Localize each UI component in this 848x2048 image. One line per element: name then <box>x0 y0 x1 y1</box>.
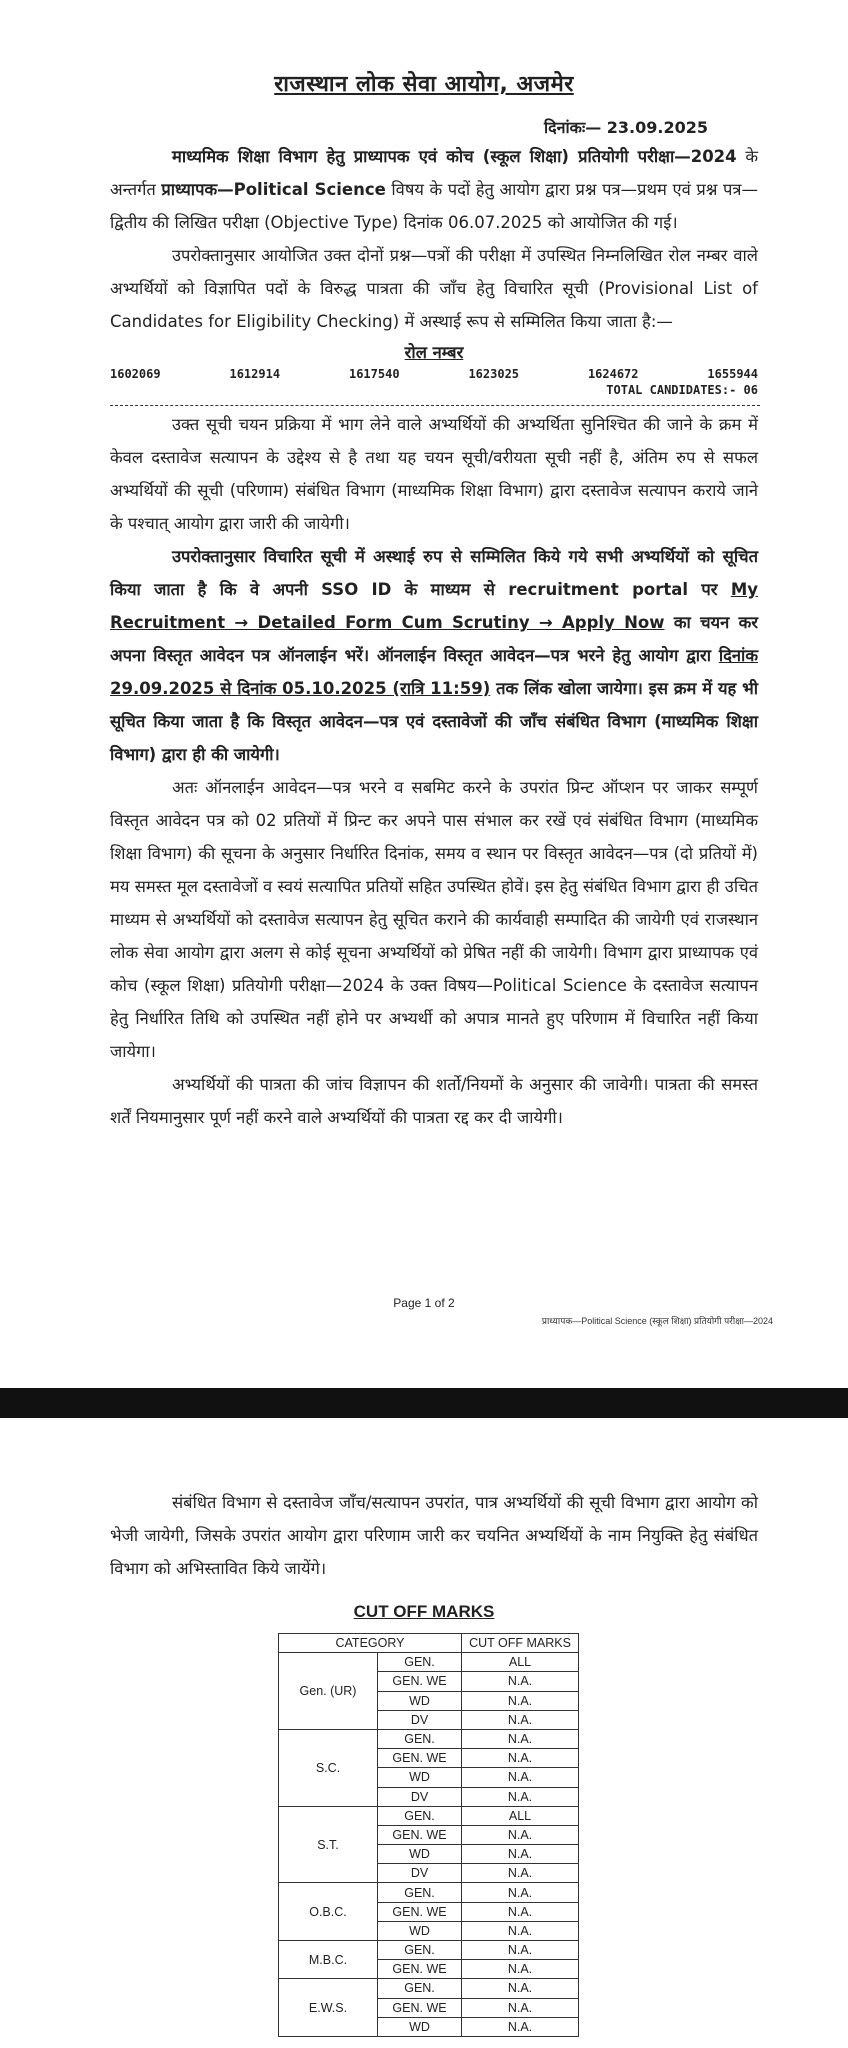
dashed-divider <box>110 405 760 406</box>
subcategory-cell: GEN. WE <box>378 1902 462 1921</box>
category-cell: O.B.C. <box>279 1883 378 1941</box>
subcategory-cell: GEN. WE <box>378 1825 462 1844</box>
page-footer: प्राध्यापक—Political Science (स्कूल शिक्षा) प्रतियोगी परीक्षा—2024 <box>541 1316 773 1326</box>
cut-off-cell: N.A. <box>462 1691 579 1710</box>
page-2-paragraph: संबंधित विभाग से दस्तावेज जाँच/सत्यापन उपरांत, पात्र अभ्यर्थियों की सूची विभाग द्वारा आयोग को भेजी जायेगी, जिसके उपरांत आयोग द्वारा परिणाम जारी कर चयनित अभ्यर्थियों के नाम नियुक्ति हेतु संबंधित विभाग को अभिस्तावित किये जायेंगे। <box>110 1493 758 1578</box>
subcategory-cell: WD <box>378 2017 462 2036</box>
roll-number: 1612914 <box>229 367 281 381</box>
subcategory-cell: GEN. <box>378 1883 462 1902</box>
roll-number-heading: रोल नम्बर <box>404 343 464 362</box>
cut-off-cell: N.A. <box>462 1749 579 1768</box>
cut-off-cell: N.A. <box>462 1864 579 1883</box>
roll-number: 1602069 <box>110 367 161 381</box>
category-header: CATEGORY <box>279 1634 462 1653</box>
link-dates: दिनांक 29.09.2025 से दिनांक 05.10.2025 (रात्रि 11:59) <box>110 646 758 698</box>
subcategory-cell: WD <box>378 1768 462 1787</box>
p4-text: उपरोक्तानुसार विचारित सूची में अस्थाई रुप से सम्मिलित किये गये सभी अभ्यर्थियों को सूचित किया जाता है कि वे अपनी SSO ID के माध्यम से recruitment portal पर <box>110 547 758 599</box>
page-number: Page 1 of 2 <box>393 1296 455 1310</box>
subcategory-cell: GEN. WE <box>378 1998 462 2017</box>
category-cell: Gen. (UR) <box>279 1653 378 1730</box>
p1-subject: प्राध्यापक—Political Science <box>161 180 386 199</box>
cut-off-cell: N.A. <box>462 1979 579 1998</box>
paragraph-2: उपरोक्तानुसार आयोजित उक्त दोनों प्रश्न—पत्रों की परीक्षा में उपस्थित निम्नलिखित रोल नम्बर वाले अभ्यर्थियों को विज्ञापित पदों के विरुद्ध पात्रता की जाँच हेतु विचारित सूची (Provisional List of Candidates for Eligibility Checking) में अस्थाई रूप से सम्मिलित किया जाता है:— <box>110 246 758 331</box>
cut-off-cell: N.A. <box>462 1672 579 1691</box>
paragraph-1 <box>110 140 758 239</box>
cut-off-cell: ALL <box>462 1806 579 1825</box>
cut-off-header: CUT OFF MARKS <box>462 1634 579 1653</box>
p1-text: के अन्तर्गत <box>110 147 758 199</box>
paragraph-6: अभ्यर्थियों की पात्रता की जांच विज्ञापन की शर्तो/नियमों के अनुसार की जावेगी। पात्रता की समस्त शर्तें नियमानुसार पूर्ण नहीं करने वाले अभ्यर्थियों की पात्रता रद्द कर दी जायेगी। <box>110 1075 758 1127</box>
category-cell: M.B.C. <box>279 1941 378 1979</box>
cut-off-cell: N.A. <box>462 1941 579 1960</box>
table-row <box>279 1883 579 1902</box>
cut-off-table <box>278 1633 579 2037</box>
roll-number: 1624672 <box>587 367 639 381</box>
category-cell: S.C. <box>279 1729 378 1806</box>
p1-dept: माध्यमिक शिक्षा विभाग हेतु <box>172 147 354 166</box>
cut-off-cell: N.A. <box>462 1902 579 1921</box>
cut-off-cell: N.A. <box>462 1710 579 1729</box>
subcategory-cell: GEN. <box>378 1806 462 1825</box>
cut-off-cell: N.A. <box>462 1729 579 1748</box>
category-cell: S.T. <box>279 1806 378 1883</box>
cut-off-cell: N.A. <box>462 1845 579 1864</box>
cut-off-cell: ALL <box>462 1653 579 1672</box>
table-row <box>279 1729 579 1748</box>
subcategory-cell: WD <box>378 1845 462 1864</box>
cut-off-cell: N.A. <box>462 1787 579 1806</box>
cut-off-cell: N.A. <box>462 1825 579 1844</box>
subcategory-cell: GEN. <box>378 1653 462 1672</box>
cut-off-table-body <box>279 1653 579 2037</box>
page-separator <box>0 1388 848 1418</box>
table-row <box>279 1806 579 1825</box>
cut-off-cell: N.A. <box>462 1960 579 1979</box>
table-header-row <box>279 1634 579 1653</box>
subcategory-cell: WD <box>378 1921 462 1940</box>
cut-off-title: CUT OFF MARKS <box>353 1602 495 1621</box>
table-row <box>279 1941 579 1960</box>
subcategory-cell: DV <box>378 1864 462 1883</box>
p1-exam: प्राध्यापक एवं कोच (स्कूल शिक्षा) प्रतियोगी परीक्षा—2024 <box>353 147 737 166</box>
subcategory-cell: DV <box>378 1710 462 1729</box>
portal-path: My Recruitment → Detailed Form Cum Scrutiny → Apply Now <box>110 580 758 632</box>
cut-off-cell: N.A. <box>462 1883 579 1902</box>
page-2 <box>0 1418 848 2048</box>
subcategory-cell: GEN. WE <box>378 1749 462 1768</box>
cut-off-cell: N.A. <box>462 1768 579 1787</box>
cut-off-cell: N.A. <box>462 2017 579 2036</box>
notice-date: दिनांकः— 23.09.2025 <box>544 118 708 137</box>
subcategory-cell: GEN. <box>378 1979 462 1998</box>
subcategory-cell: DV <box>378 1787 462 1806</box>
subcategory-cell: WD <box>378 1691 462 1710</box>
subcategory-cell: GEN. WE <box>378 1960 462 1979</box>
roll-number: 1623025 <box>468 367 520 381</box>
category-cell: E.W.S. <box>279 1979 378 2037</box>
paragraph-3: उक्त सूची चयन प्रक्रिया में भाग लेने वाले अभ्यर्थियों की अभ्यर्थिता सुनिश्चित की जाने के क्रम में केवल दस्तावेज सत्यापन के उद्देश्य से है तथा यह चयन सूची/वरीयता सूची नहीं है, अंतिम रुप से सफल अभ्यर्थियों की सूची (परिणाम) संबंधित विभाग (माध्यमिक शिक्षा विभाग) द्वारा दस्तावेज सत्यापन कराये जाने के पश्चात् आयोग द्वारा जारी की जायेगी। <box>110 415 758 533</box>
p4-text-3: तक लिंक खोला जायेगा। इस क्रम में यह भी सूचित किया जाता है कि विस्तृत आवेदन—पत्र एवं दस्तावेजों की जाँच संबंधित विभाग (माध्यमिक शिक्षा विभाग) द्वारा ही की जायेगी। <box>110 679 758 764</box>
page-1-body <box>110 140 758 1134</box>
roll-number-list <box>110 367 758 381</box>
subcategory-cell: GEN. <box>378 1941 462 1960</box>
cut-off-cell: N.A. <box>462 1998 579 2017</box>
roll-number: 1617540 <box>348 367 400 381</box>
table-row <box>279 1979 579 1998</box>
document-title: राजस्थान लोक सेवा आयोग, अजमेर <box>274 72 574 97</box>
subcategory-cell: GEN. WE <box>378 1672 462 1691</box>
subcategory-cell: GEN. <box>378 1729 462 1748</box>
paragraph-5: अतः ऑनलाईन आवेदन—पत्र भरने व सबमिट करने के उपरांत प्रिन्ट ऑप्शन पर जाकर सम्पूर्ण विस्तृत आवेदन पत्र को 02 प्रतियों में प्रिन्ट कर अपने पास संभाल कर रखें एवं संबंधित विभाग (माध्यमिक शिक्षा विभाग) की सूचना के अनुसार निर्धारित दिनांक, समय व स्थान पर विस्तृत आवेदन—पत्र (दो प्रतियों में) मय समस्त मूल दस्तावेजों व स्वयं सत्यापित प्रतियों सहित उपस्थित होवें। इस हेतु संबंधित विभाग द्वारा ही उचित माध्यम से अभ्यर्थियों को दस्तावेज सत्यापन हेतु सूचित कराने की कार्यवाही सम्पादित की जायेगी एवं राजस्थान लोक सेवा आयोग द्वारा अलग से कोई सूचना अभ्यर्थियों को प्रेषित नहीं की जायेगी। विभाग द्वारा प्राध्यापक एवं कोच (स्कूल शिक्षा) प्रतियोगी परीक्षा—2024 के उक्त विषय—Political Science के दस्तावेज सत्यापन हेतु निर्धारित तिथि को उपस्थित नहीं होने पर अभ्यर्थी को अपात्र मानते हुए परिणाम में विचारित नहीं किया जायेगा। <box>110 778 758 1061</box>
page-2-body <box>110 1486 758 1585</box>
roll-number: 1655944 <box>707 367 758 381</box>
total-candidates: TOTAL CANDIDATES:- 06 <box>606 383 758 397</box>
table-row <box>279 1653 579 1672</box>
p4-text-2: का चयन कर अपना विस्तृत आवेदन पत्र ऑनलाईन भरें। ऑनलाईन विस्तृत आवेदन—पत्र भरने हेतु आयोग द्वारा <box>110 613 758 665</box>
p1-text-2: विषय के पदों हेतु आयोग द्वारा प्रश्न पत्र—प्रथम एवं प्रश्न पत्र—द्वितीय की लिखित परीक्षा (Objective Type) दिनांक 06.07.2025 को आयोजित की गई। <box>110 180 758 232</box>
paragraph-4 <box>110 540 758 771</box>
cut-off-cell: N.A. <box>462 1921 579 1940</box>
